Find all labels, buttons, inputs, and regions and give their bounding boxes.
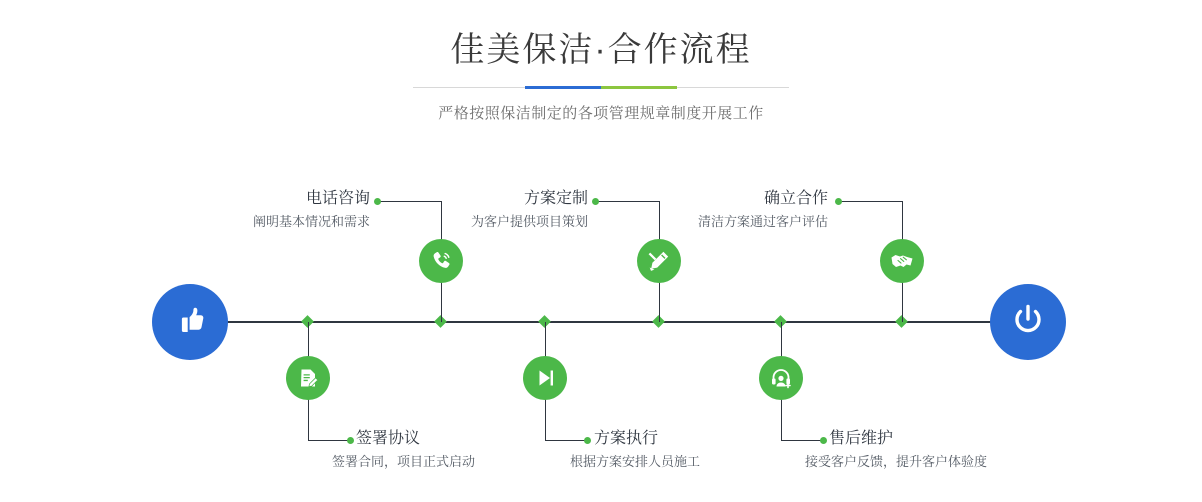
header xyxy=(0,28,1202,123)
step-desc-4: 根据方案安排人员施工 xyxy=(570,454,701,469)
divider-accent-blue xyxy=(525,86,601,89)
step-node-4 xyxy=(523,356,567,400)
step-desc-2: 签署合同，项目正式启动 xyxy=(332,454,476,469)
step-label-6 xyxy=(805,428,988,472)
headset-support-icon xyxy=(769,366,793,390)
title-divider xyxy=(413,86,789,89)
step-node-1 xyxy=(419,239,463,283)
timeline-start-node xyxy=(152,284,228,360)
phone-call-icon xyxy=(428,248,454,274)
page-subtitle: 严格按照保洁制定的各项管理规章制度开展工作 xyxy=(438,105,764,122)
lead-dot-3 xyxy=(592,198,599,205)
step-title-1: 电话咨询 xyxy=(305,190,370,207)
step-node-3 xyxy=(637,239,681,283)
lead-riser-5 xyxy=(902,201,903,214)
step-node-6 xyxy=(759,356,803,400)
step-label-4 xyxy=(570,428,701,472)
step-title-3: 方案定制 xyxy=(523,190,588,207)
step-desc-5: 清洁方案通过客户评估 xyxy=(697,214,828,229)
step-desc-1: 阐明基本情况和需求 xyxy=(252,214,370,229)
timeline-end-node xyxy=(990,284,1066,360)
lead-dot-4 xyxy=(584,437,591,444)
step-title-5: 确立合作 xyxy=(763,190,828,207)
lead-6 xyxy=(781,440,823,441)
divider-accent-green xyxy=(601,86,677,89)
handshake-icon xyxy=(889,248,915,274)
play-forward-icon xyxy=(533,366,557,390)
step-desc-6: 接受客户反馈，提升客户体验度 xyxy=(805,454,988,469)
step-label-1 xyxy=(118,188,370,232)
step-node-5 xyxy=(880,239,924,283)
thumbs-up-icon xyxy=(170,300,210,345)
lead-dot-1 xyxy=(374,198,381,205)
page-title: 佳美保洁·合作流程 xyxy=(450,31,752,69)
step-label-2 xyxy=(332,428,476,472)
power-icon xyxy=(1007,299,1049,346)
step-label-3 xyxy=(400,188,588,232)
step-title-2: 签署协议 xyxy=(356,430,421,447)
step-title-6: 售后维护 xyxy=(829,430,894,447)
lead-dot-5 xyxy=(835,198,842,205)
document-edit-icon xyxy=(296,366,320,390)
lead-5 xyxy=(839,201,903,202)
step-desc-3: 为客户提供项目策划 xyxy=(470,214,588,229)
step-node-2 xyxy=(286,356,330,400)
lead-dot-6 xyxy=(820,437,827,444)
lead-2 xyxy=(308,440,350,441)
step-label-5 xyxy=(640,188,828,232)
pen-ruler-icon xyxy=(646,248,672,274)
step-title-4: 方案执行 xyxy=(594,430,659,447)
lead-dot-2 xyxy=(347,437,354,444)
timeline-axis xyxy=(196,321,1010,323)
lead-4 xyxy=(545,440,587,441)
